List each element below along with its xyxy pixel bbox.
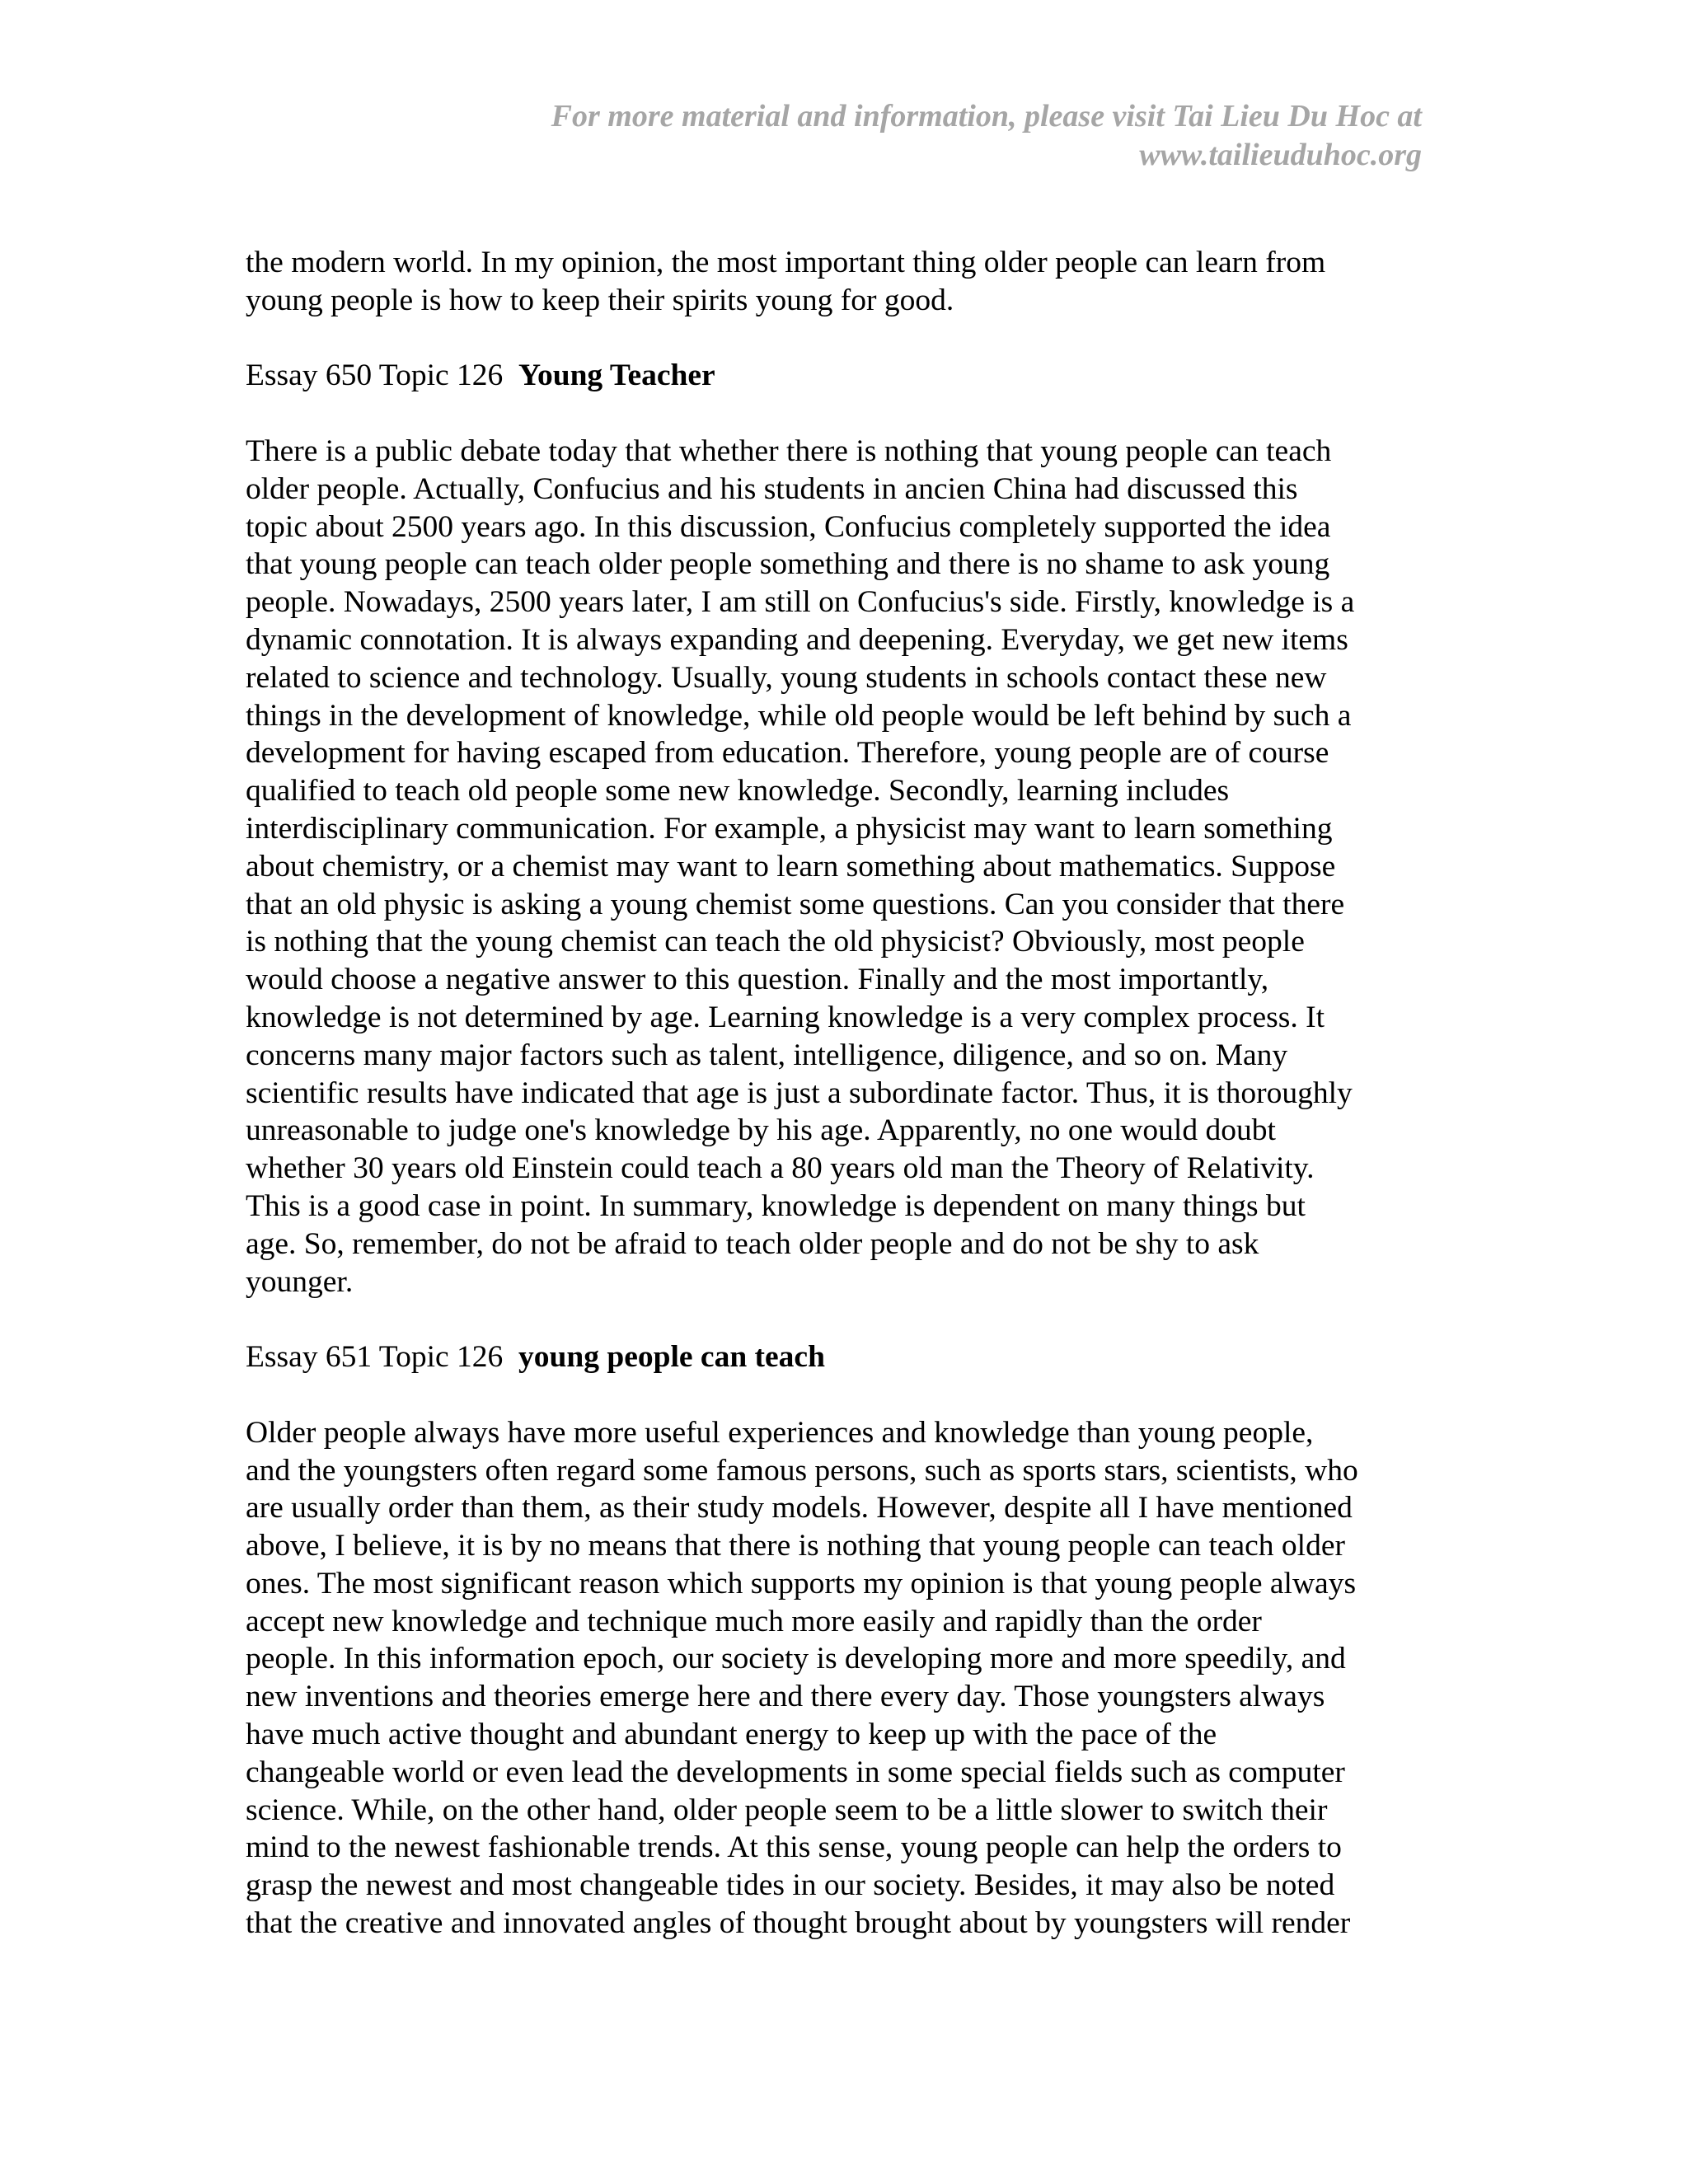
- text-line: science. While, on the other hand, older people seem to be a little slower to switch their: [246, 1793, 1328, 1827]
- header-line-2: www.tailieuduhoc.org: [1139, 138, 1422, 172]
- text-line: related to science and technology. Usually, young students in schools contact these new: [246, 660, 1327, 695]
- text-line: new inventions and theories emerge here and there every day. Those youngsters always: [246, 1680, 1325, 1714]
- essay-650-label: Essay 650 Topic 126: [246, 359, 519, 393]
- text-line: changeable world or even lead the developments in some special fields such as computer: [246, 1755, 1345, 1789]
- text-line: age. So, remember, do not be afraid to teach older people and do not be shy to ask: [246, 1226, 1259, 1261]
- text-line: topic about 2500 years ago. In this discussion, Confucius completely supported the idea: [246, 509, 1331, 544]
- text-line: unreasonable to judge one's knowledge by his age. Apparently, no one would doubt: [246, 1113, 1276, 1148]
- text-line: the modern world. In my opinion, the most important thing older people can learn from: [246, 246, 1326, 279]
- text-line: people. In this information epoch, our society is developing more and more speedily, and: [246, 1642, 1346, 1676]
- text-line: and the youngsters often regard some famous persons, such as sports stars, scientists, who: [246, 1453, 1358, 1488]
- essay-651-body: [246, 1414, 1441, 1943]
- essay-650-heading: [246, 357, 1441, 395]
- text-line: above, I believe, it is by no means that there is nothing that young people can teach older: [246, 1529, 1345, 1563]
- essay-651-title: young people can teach: [518, 1340, 825, 1375]
- text-line: This is a good case in point. In summary, knowledge is dependent on many things but: [246, 1188, 1306, 1223]
- text-line: that the creative and innovated angles of thought brought about by youngsters will render: [246, 1906, 1351, 1941]
- text-line: younger.: [246, 1264, 354, 1299]
- text-line: Older people always have more useful experiences and knowledge than young people,: [246, 1415, 1314, 1450]
- intro-paragraph: [246, 244, 1441, 320]
- text-line: that an old physic is asking a young chemist some questions. Can you consider that there: [246, 887, 1345, 921]
- text-line: scientific results have indicated that age is just a subordinate factor. Thus, it is thoroughly: [246, 1076, 1353, 1110]
- text-line: is nothing that the young chemist can teach the old physicist? Obviously, most people: [246, 925, 1305, 959]
- header-line-1: For more material and information, please visit Tai Lieu Du Hoc at: [551, 99, 1422, 134]
- page-header: [551, 97, 1422, 175]
- text-line: about chemistry, or a chemist may want to learn something about mathematics. Suppose: [246, 849, 1336, 883]
- essay-650-title: Young Teacher: [518, 359, 715, 393]
- text-line: people. Nowadays, 2500 years later, I am still on Confucius's side. Firstly, knowledge is a: [246, 585, 1355, 620]
- text-line: older people. Actually, Confucius and his students in ancien China had discussed this: [246, 471, 1298, 506]
- text-line: mind to the newest fashionable trends. At this sense, young people can help the orders to: [246, 1830, 1342, 1865]
- text-line: interdisciplinary communication. For example, a physicist may want to learn something: [246, 811, 1333, 846]
- text-line: knowledge is not determined by age. Learning knowledge is a very complex process. It: [246, 1000, 1325, 1034]
- text-line: development for having escaped from education. Therefore, young people are of course: [246, 736, 1329, 771]
- text-line: dynamic connotation. It is always expanding and deepening. Everyday, we get new items: [246, 622, 1348, 657]
- text-line: qualified to teach old people some new knowledge. Secondly, learning includes: [246, 774, 1230, 808]
- essay-650-body: [246, 433, 1441, 1301]
- essay-651-label: Essay 651 Topic 126: [246, 1340, 519, 1375]
- text-line: There is a public debate today that whether there is nothing that young people can teach: [246, 434, 1332, 468]
- document-body: [246, 244, 1441, 1980]
- text-line: are usually order than them, as their study models. However, despite all I have mentioned: [246, 1491, 1353, 1526]
- text-line: young people is how to keep their spirits young for good.: [246, 283, 954, 317]
- text-line: concerns many major factors such as talent, intelligence, diligence, and so on. Many: [246, 1038, 1288, 1072]
- text-line: things in the development of knowledge, while old people would be left behind by such a: [246, 698, 1352, 733]
- text-line: have much active thought and abundant energy to keep up with the pace of the: [246, 1718, 1217, 1752]
- essay-651-heading: [246, 1338, 1441, 1376]
- text-line: that young people can teach older people something and there is no shame to ask young: [246, 547, 1330, 582]
- text-line: accept new knowledge and technique much more easily and rapidly than the order: [246, 1604, 1262, 1638]
- text-line: would choose a negative answer to this question. Finally and the most importantly,: [246, 963, 1269, 997]
- text-line: whether 30 years old Einstein could teach a 80 years old man the Theory of Relativity.: [246, 1151, 1315, 1186]
- text-line: ones. The most significant reason which supports my opinion is that young people always: [246, 1566, 1357, 1601]
- text-line: grasp the newest and most changeable tides in our society. Besides, it may also be noted: [246, 1868, 1335, 1903]
